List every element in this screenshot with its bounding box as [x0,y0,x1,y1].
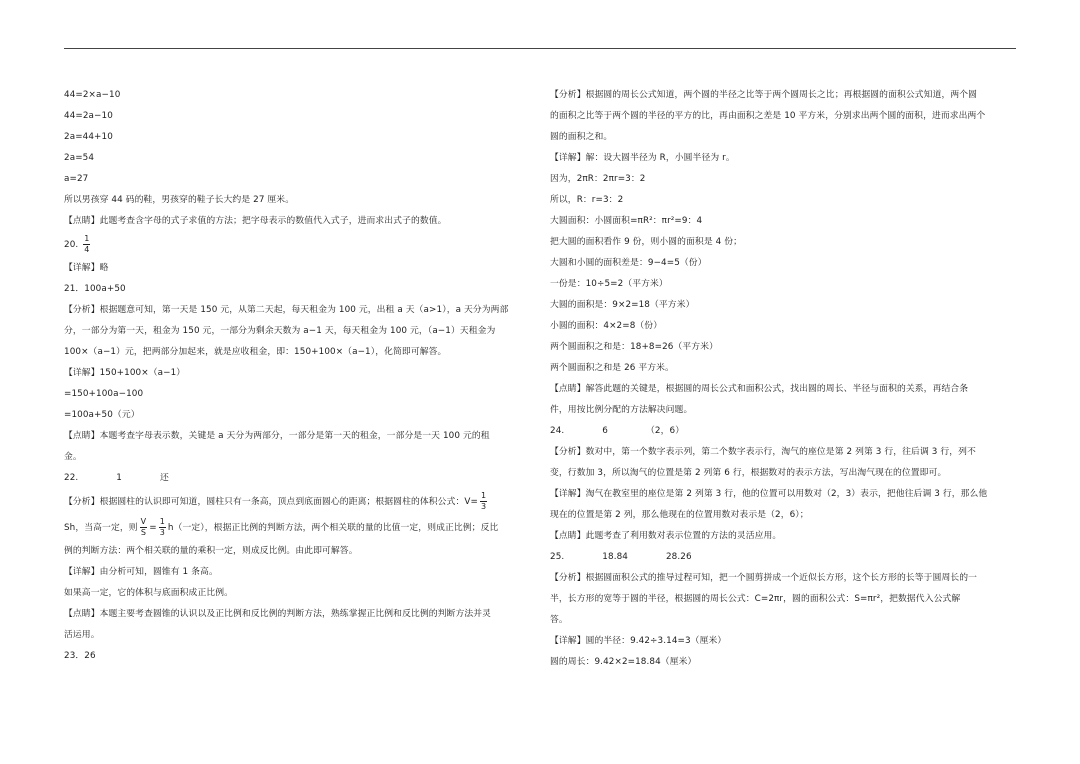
text-line: 100×（a−1）元，把两部分加起来，就是应收租金，即：150+100×（a−1），化简即可解答。 [64,347,447,357]
answer-line [64,232,526,258]
text-line: 【点睛】本题主要考查圆锥的认识以及正比例和反比例的判断方法，熟练掌握正比例和反比例的判断方法并灵 [64,609,492,619]
text-line: 分，一部分为第一天，租金为 150 元，一部分为剩余天数为 a−1 天，每天租金为 100 元，（a−1）天租金为 [64,326,496,336]
text-line: 金。 [64,452,82,462]
text-line: 【分析】数对中，第一个数字表示列，第二个数字表示行，淘气的座位是第 2 列第 3 行，往后调 3 行，列不 [550,447,976,457]
fraction-denominator: 3 [159,528,165,537]
text-line: 【详解】淘气在教室里的座位是第 2 列第 3 行，他的位置可以用数对（2，3）表示，把他往后调 3 行，那么他 [550,489,988,499]
text-line [64,489,526,515]
fraction-numerator: 1 [84,234,90,243]
answer-value: 1 [116,473,122,483]
text-line: 活运用。 [64,630,100,640]
text-line: 半，长方形的宽等于圆的半径，根据圆的周长公式：C=2πr，圆的面积公式：S=πr²，把数据代入公式解 [550,594,961,604]
text-line: 圆的面积之和。 [550,132,613,142]
text-segment: 【分析】根据圆柱的认识即可知道，圆柱只有一条高，顶点到底面圆心的距离；根据圆柱的体积公式：V= [64,497,478,507]
fraction-denominator: 4 [84,245,90,254]
text-line: 【分析】根据题意可知，第一天是 150 元，从第二天起，每天租金为 100 元，出租 a 天（a>1），a 天分为两部 [64,305,509,315]
text-line: 2a=44+10 [64,132,113,142]
text-line: 把大圆的面积看作 9 份，则小圆的面积是 4 份； [550,237,743,247]
fraction-denominator: S [140,528,147,537]
text-line: 【分析】根据圆面积公式的推导过程可知，把一个圆剪拼成一个近似长方形，这个长方形的长等于圆周长的一 [550,573,978,583]
text-line: 大圆的面积是：9×2=18（平方米） [550,300,695,310]
text-line [64,515,526,541]
text-line: 【详解】解：设大圆半径为 R，小圆半径为 r。 [550,153,735,163]
text-line: 例的判断方法：两个相关联的量的乘积一定，则成反比例。由此即可解答。 [64,546,358,556]
answer-value: （2，6） [646,426,685,436]
text-segment: Sh，当高一定，则 [64,523,138,533]
answer-value: 还 [160,473,169,483]
text-line: 一份是：10÷5=2（平方米） [550,279,668,289]
question-number: 22. [64,473,79,483]
fraction-numerator: 1 [159,517,165,526]
answer-value: 28.26 [665,552,692,562]
question-number: 25. [550,552,565,562]
answer-line [550,421,1016,442]
text-line: 23．26 [64,651,96,661]
text-line: 所以男孩穿 44 码的鞋，男孩穿的鞋子长大约是 27 厘米。 [64,195,295,205]
text-line: 【详解】150+100×（a−1） [64,368,186,378]
header-rule [64,48,1016,49]
text-line: 44=2×a−10 [64,90,121,100]
answer-line [64,468,526,489]
text-line: 现在的位置是第 2 列，那么他现在的位置用数对表示是（2，6）； [550,510,809,520]
text-line: 2a=54 [64,153,95,163]
text-line: 件，用按比例分配的方法解决问题。 [550,405,693,415]
right-column [550,85,1016,673]
fraction [83,234,90,255]
text-line: =100a+50（元） [64,410,140,420]
text-line: 大圆面积：小圆面积=πR²：πr²=9：4 [550,216,703,226]
text-line: 21．100a+50 [64,284,126,294]
fraction-numerator: 1 [480,491,487,500]
fraction [480,491,487,512]
text-line: 两个圆面积之和是：18+8=26（平方米） [550,342,718,352]
text-line: 【点睛】解答此题的关键是，根据圆的周长公式和面积公式，找出圆的周长、半径与面积的关系，再结合条 [550,384,969,394]
text-line: 因为，2πR：2πr=3：2 [550,174,646,184]
fraction-numerator: V [140,517,147,526]
text-line: 【点睛】此题考查了利用数对表示位置的方法的灵活应用。 [550,531,782,541]
text-line: 【点睛】本题考查字母表示数，关键是 a 天分为两部分，一部分是第一天的租金，一部分是一天 100 元的租 [64,431,490,441]
text-line: 变，行数加 3，所以淘气的位置是第 2 列第 6 行，根据数对的表示方法，写出淘气现在的位置即可。 [550,468,947,478]
text-line: 【详解】圆的半径：9.42÷3.14=3（厘米） [550,636,727,646]
fraction [159,517,166,538]
text-segment: = [149,523,157,533]
question-number: 24. [550,426,565,436]
text-line: 【详解】略 [64,263,109,273]
text-line: 【分析】根据圆的周长公式知道，两个圆的半径之比等于两个圆周长之比；再根据圆的面积公式知道，两个圆 [550,90,978,100]
text-line: 两个圆面积之和是 26 平方米。 [550,363,674,373]
text-line: 小圆的面积：4×2=8（份） [550,321,663,331]
left-column [64,85,526,667]
text-segment: h（一定），根据正比例的判断方法，两个相关联的量的比值一定，则成正比例；反比 [167,523,499,533]
text-line: 的面积之比等于两个圆的半径的平方的比，再由面积之差是 10 平方米，分别求出两个圆的面积，进而求出两个 [550,111,986,121]
text-line: 所以，R：r=3：2 [550,195,624,205]
text-line: 【点睛】此题考查含字母的式子求值的方法；把字母表示的数值代入式子，进而求出式子的数值。 [64,216,447,226]
text-line: 大圆和小圆的面积差是：9−4=5（份） [550,258,707,268]
text-line: =150+100a−100 [64,389,144,399]
fraction-denominator: 3 [480,502,487,511]
question-number: 20. [64,240,79,250]
answer-value: 18.84 [602,552,628,562]
fraction [140,517,148,538]
text-line: 44=2a−10 [64,111,113,121]
text-line: a=27 [64,174,89,184]
answer-value: 6 [602,426,608,436]
text-line: 【详解】由分析可知，圆锥有 1 条高。 [64,567,218,577]
text-line: 如果高一定，它的体积与底面积成正比例。 [64,588,234,598]
text-line: 圆的周长：9.42×2=18.84（厘米） [550,657,697,667]
answer-line [550,547,1016,568]
text-line: 答。 [550,615,568,625]
